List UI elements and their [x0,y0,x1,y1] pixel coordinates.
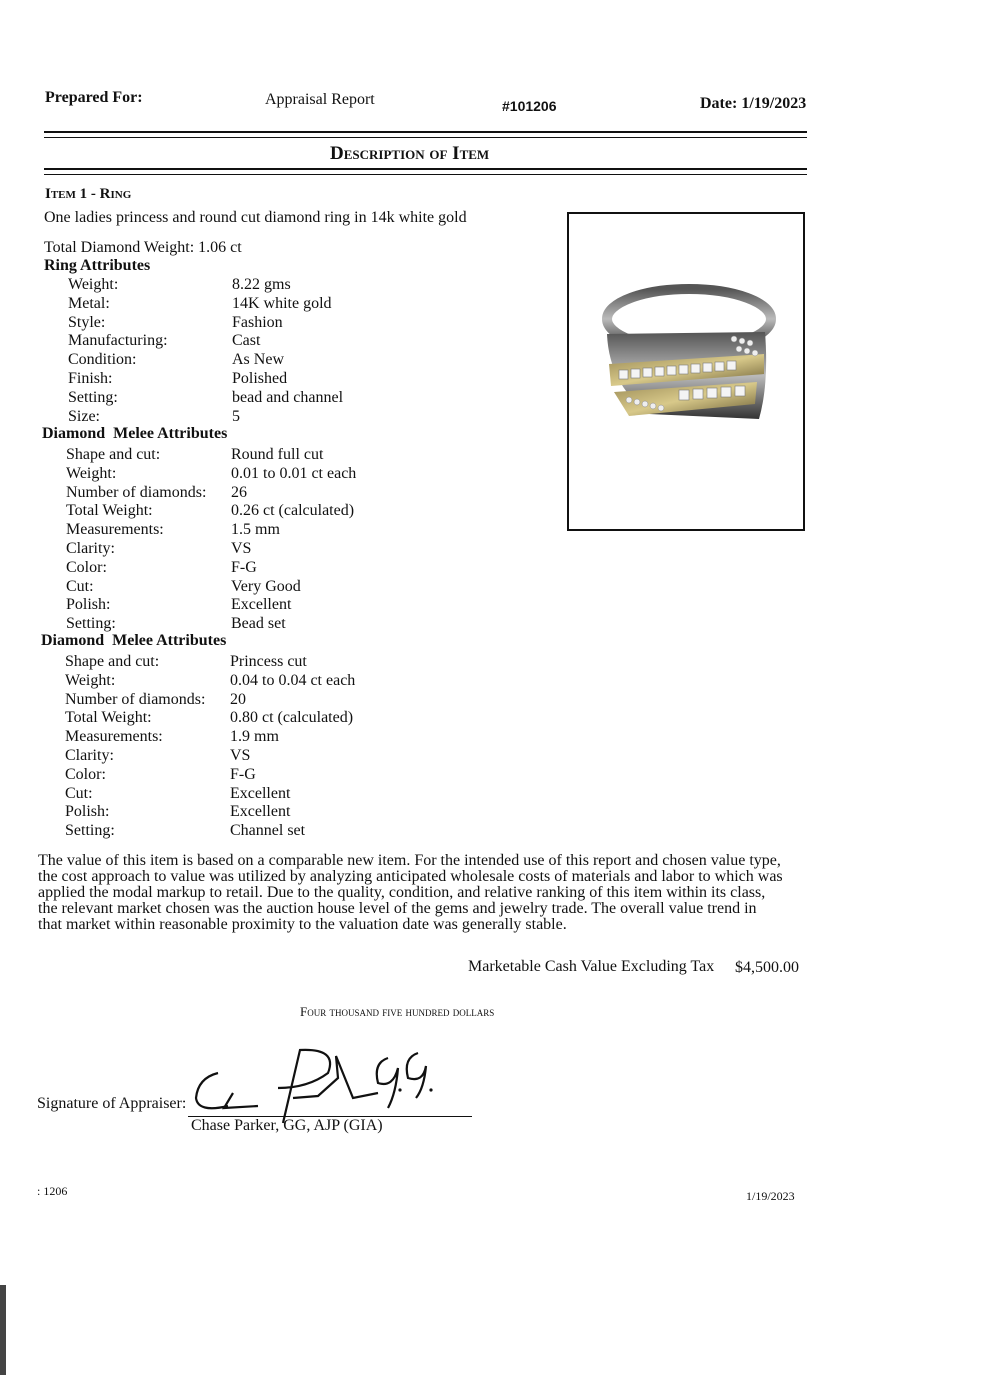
attribute-label: Shape and cut: [66,446,161,463]
report-type: Appraisal Report [265,91,375,108]
attribute-value: 5 [232,407,240,425]
attribute-value: Excellent [230,784,291,802]
scan-edge-mark [0,1285,6,1375]
attribute-value: 14K white gold [232,294,332,312]
attribute-value: 20 [230,690,246,708]
attribute-value: 26 [231,483,247,501]
attribute-value: 0.01 to 0.01 ct each [231,464,357,482]
attribute-label: Number of diamonds: [65,690,206,708]
attribute-value: Excellent [230,803,291,821]
attribute-label: Total Weight: [65,709,152,727]
valuation-in-words: Four thousand five hundred dollars [300,1004,495,1019]
attribute-label: Setting: [68,388,118,406]
attribute-label: Color: [66,558,107,576]
attribute-label: Finish: [68,370,113,387]
value-statement-line: the cost approach to value was utilized by analyzing anticipated wholesale costs of materials and labor to which was [38,868,783,885]
value-statement [38,853,808,933]
melee-princess-heading: Diamond Melee Attributes [41,632,227,649]
prepared-for-label: Prepared For: [45,89,143,106]
total-diamond-weight: Total Diamond Weight: 1.06 ct [44,239,242,256]
attribute-value: 8.22 gms [232,276,291,293]
bottom-rule-thin [44,174,807,175]
attribute-value: 0.04 to 0.04 ct each [230,671,356,689]
signature-label: Signature of Appraiser: [37,1095,187,1112]
attribute-label: Clarity: [66,540,115,557]
bottom-rule [44,168,807,170]
attribute-label: Weight: [68,276,119,293]
attribute-value: Round full cut [231,446,324,463]
attribute-label: Weight: [65,671,116,689]
attribute-value: Princess cut [230,653,307,670]
attribute-label: Clarity: [65,747,114,764]
attribute-label: Shape and cut: [65,653,160,670]
attribute-label: Style: [68,313,106,331]
signature-handwriting [188,1038,448,1128]
attribute-value: Excellent [231,596,292,614]
attribute-label: Setting: [66,615,116,633]
diamond-ring-photo-icon [569,214,803,529]
attribute-label: Manufacturing: [68,332,168,350]
attribute-value: 0.26 ct (calculated) [231,502,355,520]
top-rule-thin [44,137,807,138]
attribute-label: Measurements: [66,521,164,539]
item-title: Item 1 - Ring [45,186,132,202]
attribute-label: Weight: [66,464,117,482]
attribute-label: Cut: [65,784,93,802]
attribute-value: Channel set [230,822,306,840]
appraiser-name: Chase Parker, GG, AJP (GIA) [191,1117,383,1134]
attribute-label: Polish: [66,596,111,614]
attribute-value: Bead set [231,615,286,633]
attribute-value: F-G [231,558,257,576]
attribute-value: F-G [230,765,256,783]
value-statement-line: the relevant market chosen was the auction house level of the gems and jewelry trade. The overall value trend in [38,900,757,917]
valuation-amount: $4,500.00 [735,959,799,976]
section-title: Description of Item [330,143,490,164]
attribute-label: Number of diamonds: [66,483,207,501]
attribute-label: Size: [68,407,100,425]
valuation-label: Marketable Cash Value Excluding Tax [468,958,715,975]
ring-photo [567,212,805,531]
footer-reference: : 1206 [37,1184,68,1198]
report-date: Date: 1/19/2023 [700,95,807,112]
attribute-label: Setting: [65,822,115,840]
attribute-value: VS [230,747,251,764]
value-statement-line: applied the modal markup to retail. Due to the quality, condition, and relative ranking of this item within its class, [38,884,766,901]
attribute-label: Metal: [68,294,110,312]
ring-attributes-heading: Ring Attributes [44,257,151,274]
attribute-label: Measurements: [65,728,163,746]
melee-round-heading: Diamond Melee Attributes [42,425,228,442]
attribute-value: bead and channel [232,388,344,406]
item-description: One ladies princess and round cut diamond ring in 14k white gold [44,209,467,226]
value-statement-line: that market within reasonable proximity to the valuation date was generally stable. [38,916,567,933]
attribute-label: Polish: [65,803,110,821]
footer-date: 1/19/2023 [746,1189,795,1203]
attribute-value: 1.9 mm [230,728,279,746]
attribute-value: Polished [232,370,288,387]
attribute-value: Cast [232,332,261,350]
attribute-label: Cut: [66,577,94,595]
attribute-value: Fashion [232,313,283,331]
report-number: #101206 [502,98,557,114]
attribute-label: Total Weight: [66,502,153,520]
attribute-value: Very Good [231,577,301,595]
attribute-label: Color: [65,765,106,783]
value-statement-line: The value of this item is based on a comparable new item. For the intended use of this report and chosen value type, [38,852,781,869]
attribute-label: Condition: [68,351,137,369]
attribute-value: VS [231,540,252,557]
top-rule [44,131,807,133]
attribute-value: 0.80 ct (calculated) [230,709,354,727]
attribute-value: As New [232,351,284,369]
attribute-value: 1.5 mm [231,521,280,539]
